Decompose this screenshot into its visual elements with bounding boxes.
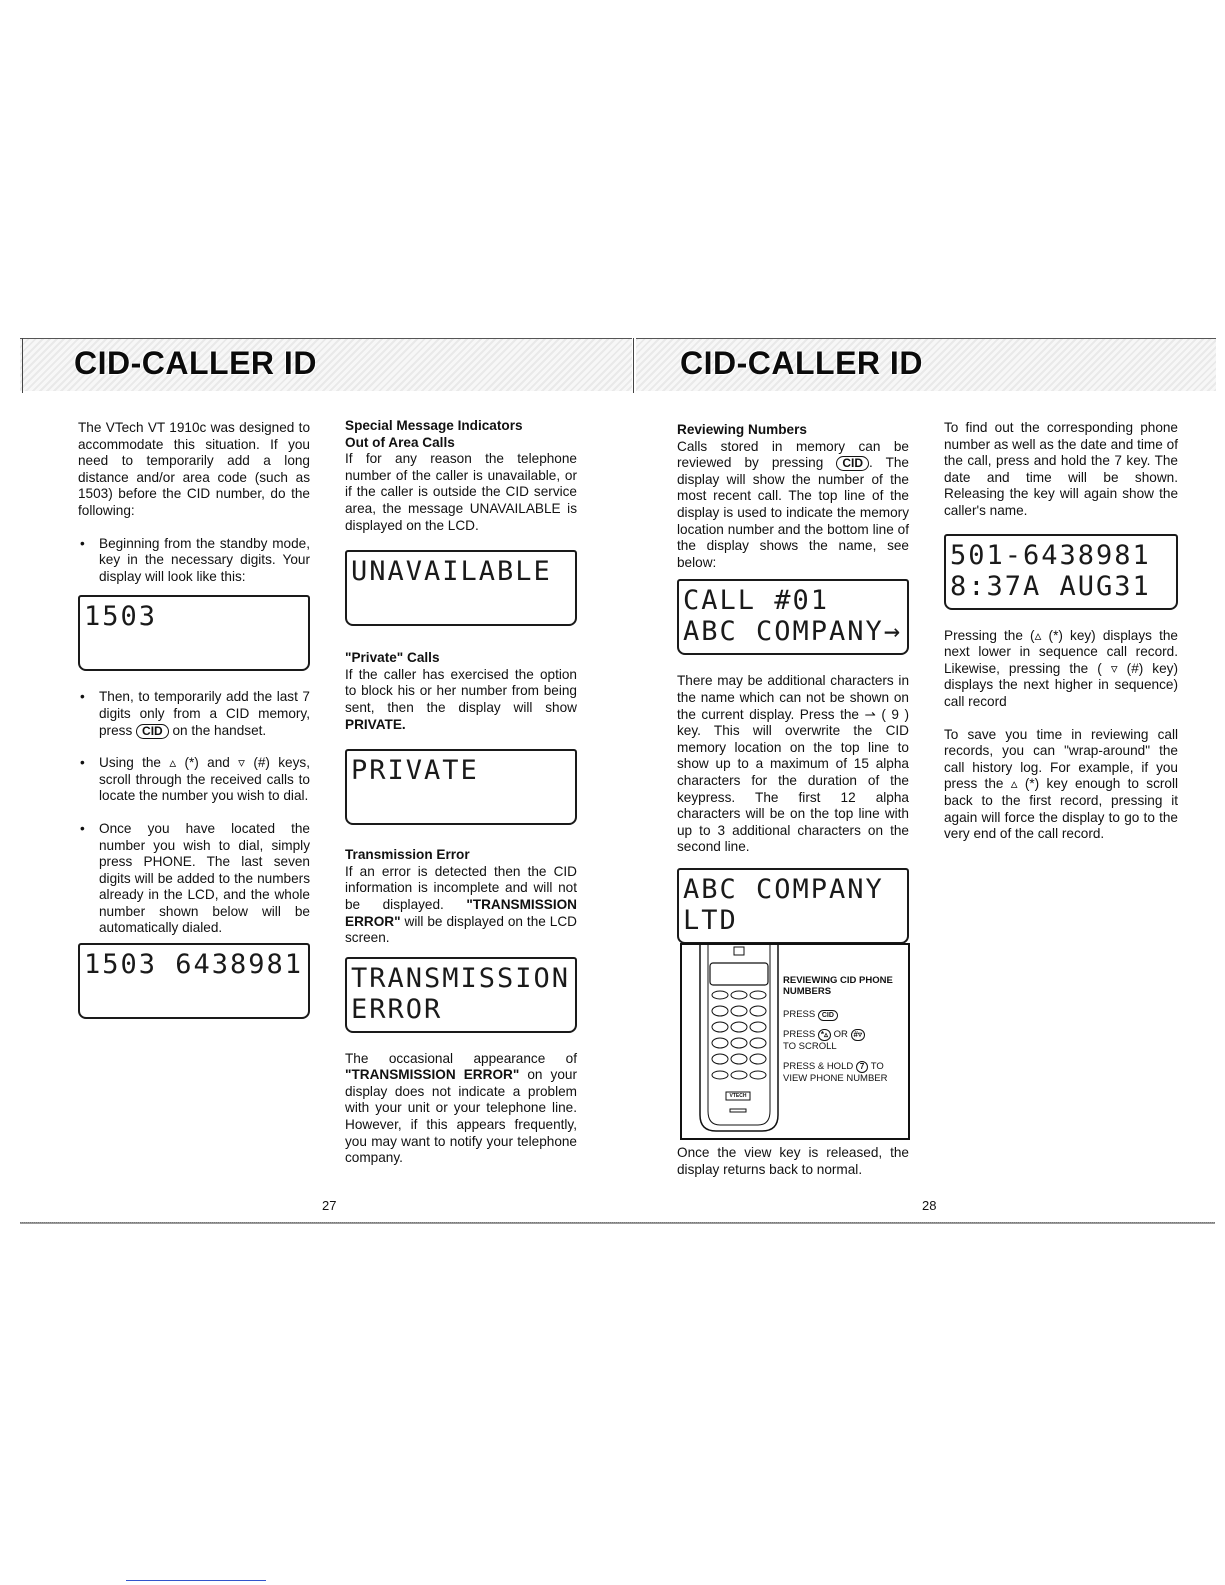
paragraph-text: on your display does not indicate a problem with your unit or your telephone line. However, if this appears frequently, you may want to notify your telephone company.	[345, 1067, 577, 1166]
label-text: TO VIEW PHONE NUMBER	[783, 1061, 888, 1084]
paragraph: There may be additional characters in the name which can not be shown on the current display. Press the ⇀ ( 9 ) key. This will overwrite the CID memory location on the top line to show up to a maximum of 15 alpha characters for the duration of the keypress. The first 12 alpha characters will be on the top line with up to 3 additional characters on the second line.	[677, 673, 909, 855]
lcd-line: 501-6438981	[950, 539, 1151, 571]
bullet-text: Beginning from the standby mode, key in the necessary digits. Your display will look like this:	[99, 535, 310, 584]
pound-down-key-icon: #▿	[851, 1029, 865, 1041]
handset-label-press	[783, 1009, 838, 1021]
paragraph	[677, 439, 909, 572]
lcd-line: ABC COMPANY	[683, 873, 884, 905]
section-heading: Transmission Error	[345, 847, 470, 863]
paragraph-text: If an error is detected then the CID information is incomplete and will not be displayed.	[345, 863, 577, 912]
paragraph-text: The occasional appearance of	[345, 1050, 577, 1066]
header-band-right	[636, 338, 1216, 391]
section-heading: Reviewing Numbers	[677, 422, 807, 437]
section-heading: Out of Area Calls	[345, 434, 455, 450]
lcd-display: 1503 6438981	[78, 943, 310, 1019]
column-3-footer	[677, 1145, 909, 1194]
column-3	[677, 422, 909, 962]
label-text: TO SCROLL	[783, 1041, 837, 1052]
intro-paragraph: The VTech VT 1910c was designed to accommodate this situation. If you need to temporarily add a long distance and/or area code (such as 1503) before the CID number, do the following:	[78, 420, 310, 518]
lcd-display: 1503	[78, 595, 310, 671]
lcd-display	[345, 957, 577, 1033]
paragraph-text: Calls stored in memory can be reviewed by pressing	[677, 438, 909, 471]
paragraph: To find out the corresponding phone number as well as the date and time of the call, press and hold the 7 key. The date and time will be shown. Releasing the key will again show the caller's name.	[944, 420, 1178, 518]
bold-text: "TRANSMISSION ERROR"	[345, 896, 577, 929]
paragraph: If for any reason the telephone number of the caller is unavailable, or if the caller is outside the CID service area, the message UNAVAILABLE is displayed on the LCD.	[345, 451, 577, 533]
page-title-right: CID-CALLER ID	[680, 345, 923, 381]
bold-text: PRIVATE.	[345, 716, 406, 732]
page-title-left: CID-CALLER ID	[74, 345, 317, 381]
star-up-key-icon: *▵	[818, 1029, 831, 1041]
label-text: PRESS & HOLD	[783, 1061, 854, 1072]
handset-label-hold	[783, 1061, 908, 1084]
label-text: PRESS	[783, 1029, 816, 1040]
column-1	[78, 420, 310, 1037]
lcd-display: UNAVAILABLE	[345, 550, 577, 626]
paragraph: Once the view key is released, the display returns back to normal.	[677, 1145, 909, 1177]
lcd-line: CALL #01	[683, 585, 830, 617]
page-number: 28	[922, 1198, 937, 1213]
list-item	[78, 755, 310, 805]
bullet-text: Using the ▵ (*) and ▿ (#) keys, scroll through the received calls to locate the number you wish to dial.	[99, 755, 310, 804]
seven-key-icon: 7	[856, 1061, 868, 1073]
paragraph	[345, 667, 577, 733]
label-text: OR	[833, 1029, 848, 1040]
cid-key-icon: CID	[818, 1010, 838, 1021]
lcd-display: PRIVATE	[345, 749, 577, 825]
handset-illustration	[680, 943, 910, 1140]
paragraph	[345, 864, 577, 947]
list-item	[78, 821, 310, 937]
list-item	[78, 536, 310, 586]
header-band-left	[20, 338, 632, 391]
lcd-display	[677, 579, 909, 655]
handset-label-title: REVIEWING CID PHONE NUMBERS	[783, 975, 893, 997]
handset-label-scroll	[783, 1029, 865, 1052]
divider	[126, 1580, 266, 1581]
paragraph-text: will be displayed on the LCD screen.	[345, 913, 577, 946]
label-text: PRESS	[783, 1009, 816, 1020]
section-heading: "Private" Calls	[345, 650, 440, 666]
bullet-text: Then, to temporarily add the last 7 digits only from a CID memory, press	[99, 689, 310, 738]
column-2	[345, 418, 577, 1183]
lcd-display	[677, 868, 909, 944]
paragraph: Pressing the (▵ (*) key) displays the next lower in sequence call record. Likewise, pressing the ( ▿ (#) key) displays the next higher in sequence) call record	[944, 627, 1178, 709]
lcd-line: LTD	[683, 904, 738, 936]
cid-key-icon: CID	[836, 456, 869, 471]
cid-key-icon: CID	[136, 724, 169, 739]
lcd-line: ERROR	[351, 993, 443, 1025]
bullet-text: on the handset.	[172, 722, 267, 738]
lcd-line: ABC COMPANY→	[683, 616, 903, 648]
paragraph	[345, 1051, 577, 1167]
section-heading: Special Message Indicators	[345, 418, 523, 433]
paragraph-text: If the caller has exercised the option to block his or her number from being sent, then the display will show	[345, 666, 577, 715]
divider	[22, 338, 23, 393]
divider	[633, 338, 634, 393]
lcd-line: TRANSMISSION	[351, 962, 571, 994]
lcd-display	[944, 534, 1178, 610]
bullet-text: Once you have located the number you wish to dial, simply press PHONE. The last seven digits will be added to the numbers already in the LCD, and the whole number shown below will be automatically dialed.	[99, 820, 310, 936]
paragraph-text: . The display will show the number of the most recent call. The top line of the display is used to indicate the memory location number and the bottom line of the display shows the name, see below:	[677, 455, 909, 570]
divider	[20, 1222, 1215, 1224]
brand-logo: VTECH	[729, 1093, 747, 1099]
column-4	[944, 420, 1178, 859]
bold-text: "TRANSMISSION ERROR"	[345, 1067, 520, 1083]
paragraph: To save you time in reviewing call records, you can "wrap-around" the call history log. For example, if you press the ▵ (*) key enough to scroll back to the first record, pressing it again will force the display to go to the very end of the call record.	[944, 726, 1178, 842]
lcd-line: 8:37A AUG31	[950, 570, 1151, 602]
page-number: 27	[322, 1198, 337, 1213]
handset-icon	[682, 945, 782, 1135]
list-item	[78, 689, 310, 739]
